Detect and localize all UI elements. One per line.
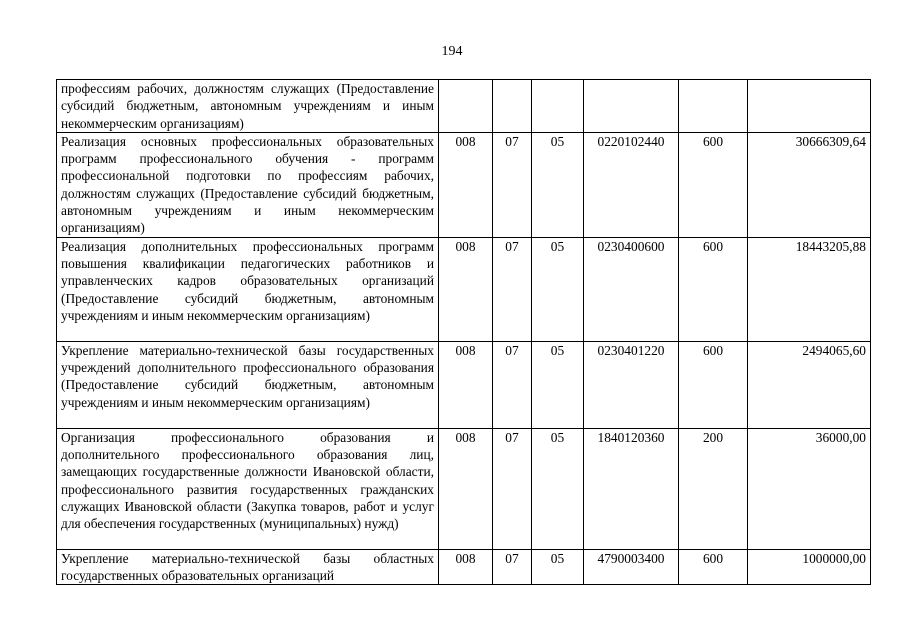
expense-type-code: 600	[679, 341, 748, 428]
amount: 36000,00	[748, 428, 871, 549]
table-row	[57, 428, 871, 549]
ved-code: 008	[439, 237, 493, 341]
table-row	[57, 549, 871, 585]
section-code: 07	[493, 341, 532, 428]
amount: 1000000,00	[748, 549, 871, 585]
subsection-code: 05	[532, 428, 584, 549]
section-code: 07	[493, 428, 532, 549]
expense-type-code	[679, 80, 748, 133]
table-row	[57, 341, 871, 428]
row-description: Реализация дополнительных профессиональных программ повышения квалификации педагогических работников и управленческих кадров образовательных организаций (Предоставление субсидий бюджетным, автономным учреждениям и иным некоммерческим организациям)	[57, 237, 439, 341]
row-description: Укрепление материально-технической базы областных государственных образовательных организаций	[57, 549, 439, 585]
expense-type-code: 600	[679, 132, 748, 237]
expense-type-code: 600	[679, 549, 748, 585]
target-article-code: 1840120360	[584, 428, 679, 549]
subsection-code: 05	[532, 549, 584, 585]
page-number: 194	[441, 44, 463, 59]
table-row	[57, 132, 871, 237]
subsection-code: 05	[532, 341, 584, 428]
amount: 18443205,88	[748, 237, 871, 341]
row-description: профессиям рабочих, должностям служащих (Предоставление субсидий бюджетным, автономным учреждениям и иным некоммерческим организациям)	[57, 80, 439, 133]
ved-code: 008	[439, 132, 493, 237]
table-row	[57, 237, 871, 341]
subsection-code: 05	[532, 132, 584, 237]
subsection-code	[532, 80, 584, 133]
row-description: Организация профессионального образования и дополнительного профессионального образования лиц, замещающих государственные должности Ивановской области, профессионального развития государственных гражданских служащих Ивановской области (Закупка товаров, работ и услуг для обеспечения государственных (муниципальных) нужд)	[57, 428, 439, 549]
subsection-code: 05	[532, 237, 584, 341]
row-description: Укрепление материально-технической базы государственных учреждений дополнительного профессионального образования (Предоставление субсидий бюджетным, автономным учреждениям и иным некоммерческим организациям)	[57, 341, 439, 428]
expense-type-code: 200	[679, 428, 748, 549]
table-row	[57, 80, 871, 133]
target-article-code	[584, 80, 679, 133]
target-article-code: 0220102440	[584, 132, 679, 237]
amount: 2494065,60	[748, 341, 871, 428]
amount: 30666309,64	[748, 132, 871, 237]
expense-type-code: 600	[679, 237, 748, 341]
budget-table	[56, 79, 871, 585]
target-article-code: 4790003400	[584, 549, 679, 585]
section-code	[493, 80, 532, 133]
ved-code: 008	[439, 341, 493, 428]
ved-code: 008	[439, 428, 493, 549]
target-article-code: 0230400600	[584, 237, 679, 341]
amount	[748, 80, 871, 133]
section-code: 07	[493, 549, 532, 585]
row-description: Реализация основных профессиональных образовательных программ профессионального обучения - программ профессиональной подготовки по профессиям рабочих, должностям служащих (Предоставление субсидий бюджетным, автономным учреждениям и иным некоммерческим организациям)	[57, 132, 439, 237]
ved-code: 008	[439, 549, 493, 585]
ved-code	[439, 80, 493, 133]
target-article-code: 0230401220	[584, 341, 679, 428]
section-code: 07	[493, 132, 532, 237]
section-code: 07	[493, 237, 532, 341]
